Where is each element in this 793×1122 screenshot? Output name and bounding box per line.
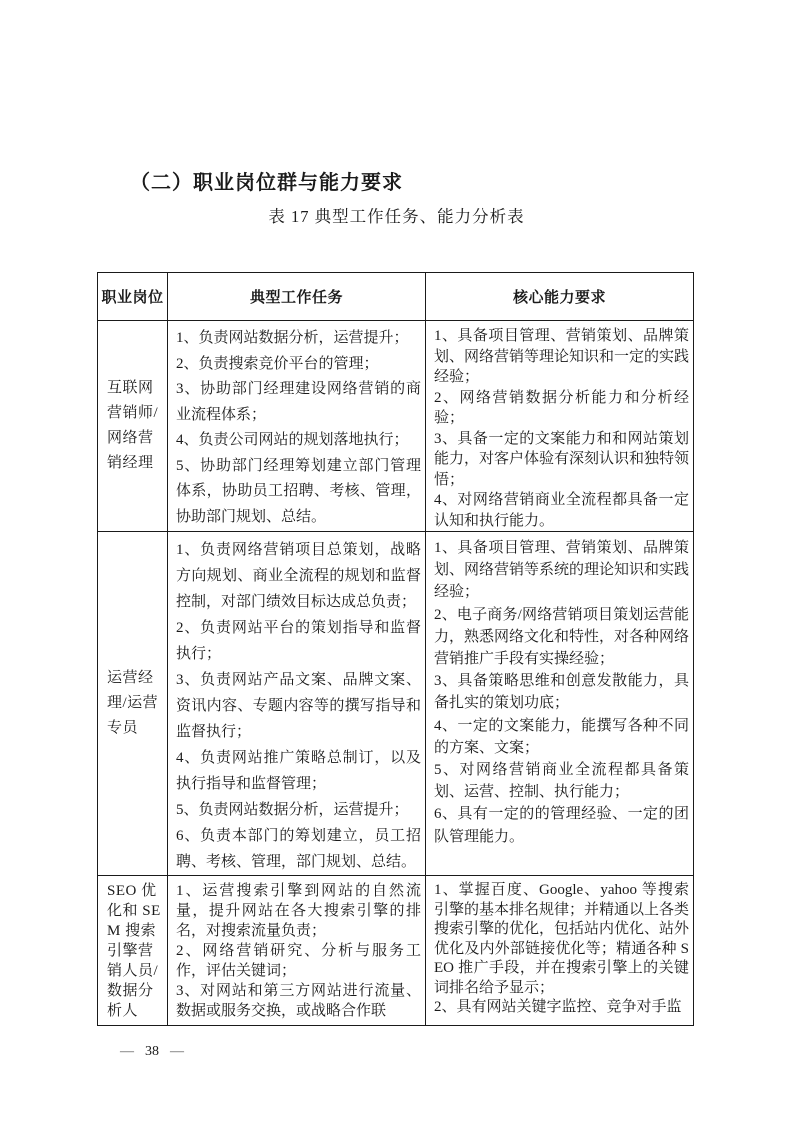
analysis-table xyxy=(97,272,694,1026)
list-item: 2、电子商务/网络营销项目策划运营能力，熟悉网络文化和特性，对各种网络营销推广手段有实操经验； xyxy=(434,606,690,668)
list-item: 1、具备项目管理、营销策划、品牌策划、网络营销等系统的理论知识和实践经验； xyxy=(434,540,690,601)
table-row xyxy=(98,532,694,876)
list-item: 2、网络营销数据分析能力和分析经验； xyxy=(434,389,689,426)
list-item: 3、具备一定的文案能力和和网站策划能力，对客户体验有深刻认识和独特领悟； xyxy=(434,430,690,488)
list-item: 1、运营搜索引擎到网站的自然流量，提升网站在各大搜索引擎的排名，对搜索流量负责； xyxy=(176,883,421,939)
list-item: 1、负责网络营销项目总策划，战略方向规划、商业全流程的规划和监督控制，对部门绩效目标达成总负责； xyxy=(176,542,421,610)
list-item: 2、网络营销研究、分析与服务工作，评估关键词； xyxy=(176,943,421,979)
cell-position: 互联网营销师/网络营销经理 xyxy=(98,321,168,532)
table-header-row xyxy=(98,273,694,321)
cell-tasks xyxy=(168,876,426,1026)
list-item: 5、对网络营销商业全流程都具备策划、运营、控制、执行能力； xyxy=(434,762,689,801)
section-heading: （二）职业岗位群与能力要求 xyxy=(130,172,403,194)
list-item: 1、负责网站数据分析，运营提升； xyxy=(176,330,409,346)
list-item: 2、负责搜索竞价平台的管理； xyxy=(176,355,379,372)
list-item: 4、对网络营销商业全流程都具备一定认知和执行能力。 xyxy=(434,492,689,529)
list-item: 3、具备策略思维和创意发散能力，具备扎实的策划功底； xyxy=(434,673,689,712)
cell-position: 运营经理/运营专员 xyxy=(98,532,168,876)
header-position: 职业岗位 xyxy=(98,273,168,321)
list-item: 6、具有一定的的管理经验、一定的团队管理能力。 xyxy=(434,806,689,845)
cell-abilities xyxy=(426,321,694,532)
table-row xyxy=(98,876,694,1026)
cell-abilities xyxy=(426,876,694,1026)
footer-left-dash: — xyxy=(120,1044,134,1059)
list-item: 4、一定的文案能力，能撰写各种不同的方案、文案； xyxy=(434,717,689,756)
table-row xyxy=(98,321,694,532)
list-item: 1、掌握百度、Google、yahoo 等搜索引擎的基本排名规律；并精通以上各类搜索引擎的优化，包括站内优化、站外优化及内外部链接优化等；精通各种 SEO 推广手段，并在搜索引擎上的关键词排名给予显示； xyxy=(434,882,690,996)
footer-right-dash: — xyxy=(170,1044,184,1059)
list-item: 2、负责网站平台的策划指导和监督执行； xyxy=(176,620,421,662)
list-item: 4、负责网站推广策略总制订，以及执行指导和监督管理； xyxy=(176,750,421,792)
cell-position: SEO 优化和 SEM 搜索引擎营销人员/数据分析人 xyxy=(98,876,168,1026)
cell-tasks xyxy=(168,532,426,876)
list-item: 1、具备项目管理、营销策划、品牌策划、网络营销等理论知识和一定的实践经验； xyxy=(434,328,690,385)
list-item: 3、协助部门经理建设网络营销的商业流程体系； xyxy=(176,381,421,423)
list-item: 2、具有网站关键字监控、竞争对手监 xyxy=(434,999,682,1015)
page-number: 38 xyxy=(145,1044,159,1059)
table-caption: 表 17 典型工作任务、能力分析表 xyxy=(268,207,525,226)
page-footer xyxy=(120,1044,184,1060)
list-item: 6、负责本部门的筹划建立，员工招聘、考核、管理，部门规划、总结。 xyxy=(176,828,421,870)
cell-abilities xyxy=(426,532,694,876)
list-item: 3、负责网站产品文案、品牌文案、资讯内容、专题内容等的撰写指导和监督执行； xyxy=(176,672,421,740)
cell-tasks xyxy=(168,321,426,532)
header-abilities: 核心能力要求 xyxy=(426,273,694,321)
list-item: 3、对网站和第三方网站进行流量、数据或服务交换，或战略合作联 xyxy=(176,983,421,1019)
list-item: 5、负责网站数据分析，运营提升； xyxy=(176,802,409,818)
list-item: 5、协助部门经理筹划建立部门管理体系，协助员工招聘、考核、管理，协助部门规划、总结。 xyxy=(176,457,421,525)
header-tasks: 典型工作任务 xyxy=(168,273,426,321)
list-item: 4、负责公司网站的规划落地执行； xyxy=(176,432,409,448)
